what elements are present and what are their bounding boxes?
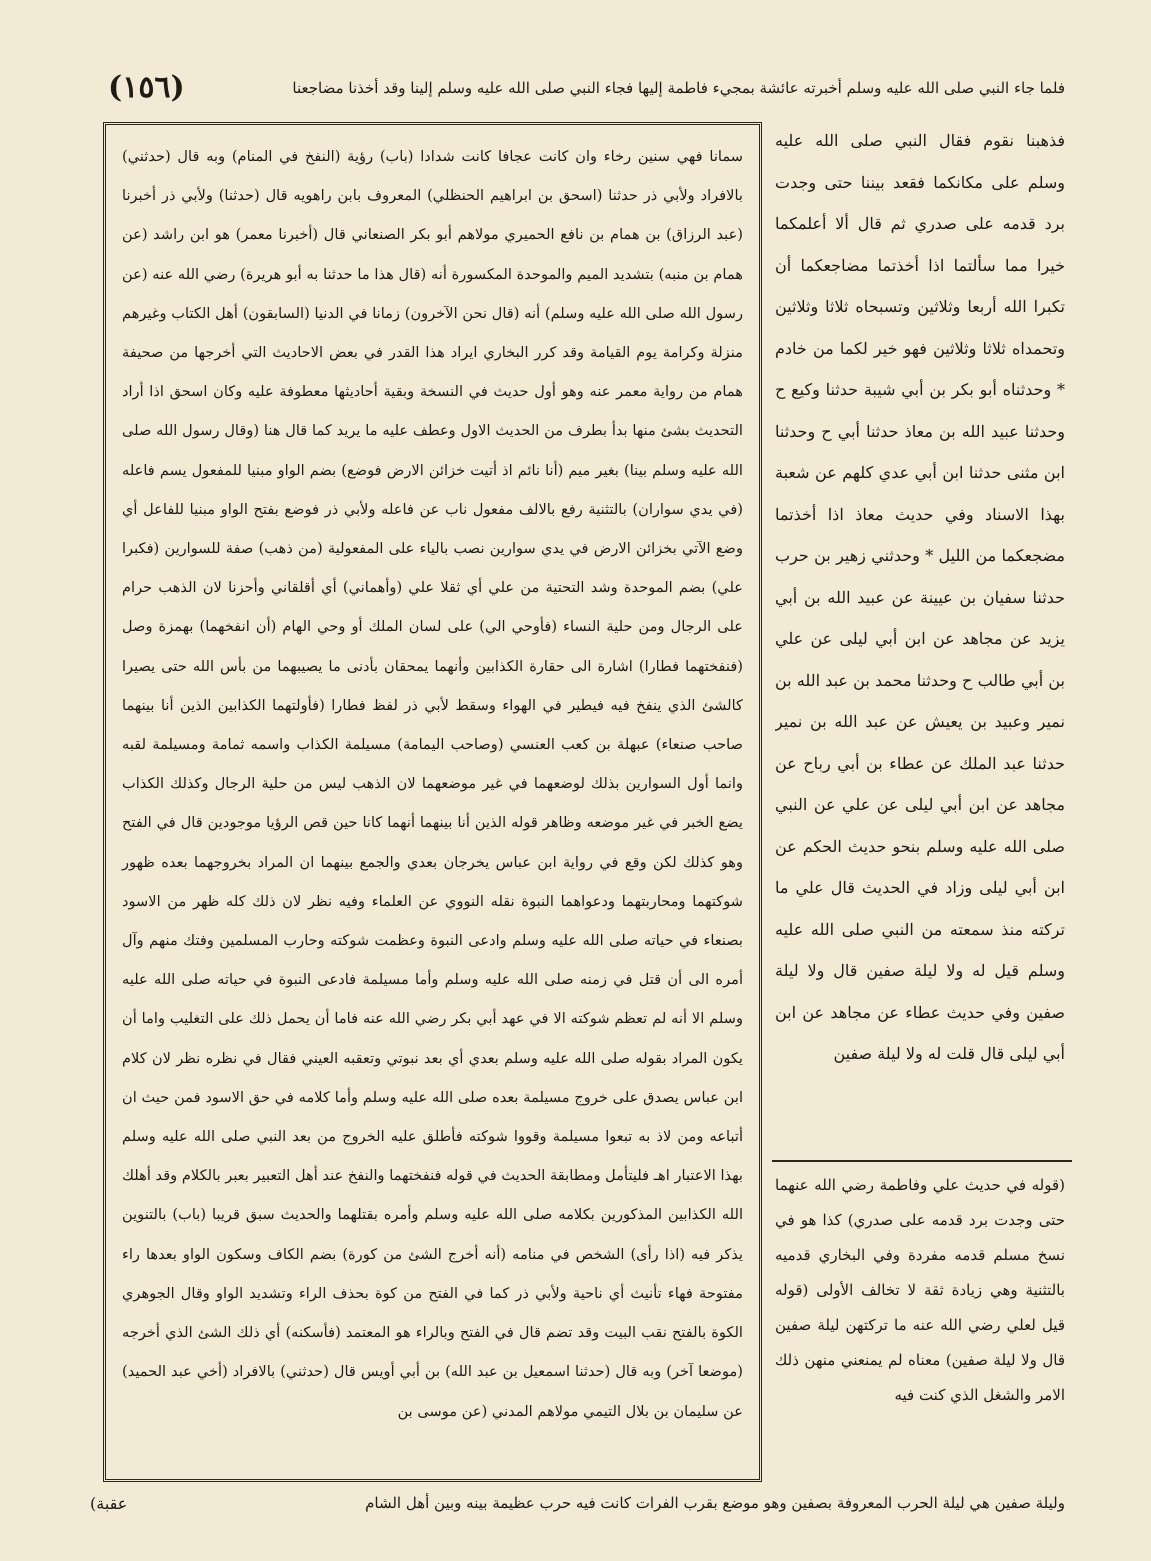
header-running-text: فلما جاء النبي صلى الله عليه وسلم أخبرته عائشة بمجيء فاطمة إليها فجاء النبي صلى الله عليه وسلم إلينا وقد أخذنا مضاجعنا xyxy=(292,78,1065,97)
footer-text: وليلة صفين هي ليلة الحرب المعروفة بصفين وهو موضع بقرب الفرات كانت فيه حرب عظيمة بينه وبين أهل الشام xyxy=(365,1494,1065,1512)
side-divider-line xyxy=(772,1160,1072,1162)
page-footer xyxy=(90,1485,1065,1521)
side-commentary-body: (قوله في حديث علي وفاطمة رضي الله عنهما حتى وجدت برد قدمه على صدري) كذا هو في نسخ مسلم قدمه مفردة وفي البخاري قدميه بالتثنية وهي زيادة ثقة لا تخالف الأولى (قوله قيل لعلي رضي الله عنه ما تركتهن ليلة صفين قال ولا ليلة صفين) معناه لم يمنعني منهن ذلك الامر والشغل الذي كنت فيه xyxy=(775,1176,1065,1404)
side-commentary xyxy=(775,1168,1065,1488)
page-number: (١٥٦) xyxy=(108,70,185,105)
page-header xyxy=(90,62,1065,114)
main-text-column xyxy=(103,122,762,1482)
main-text-body: سمانا فهي سنين رخاء وان كانت عجافا كانت شدادا (باب) رؤية (النفخ في المنام) وبه قال (حدثني) بالافراد ولأبي ذر حدثنا (اسحق بن ابراهيم الحنظلي) المعروف بابن راهويه قال (حدثنا) ولأبي ذر أخبرنا (عبد الرزاق) بن همام بن نافع الحميري مولاهم أبو بكر الصنعاني قال (أخبرنا معمر) هو ابن راشد (عن همام بن منبه) بتشديد الميم والموحدة المكسورة أنه (قال هذا ما حدثنا به أبو هريرة) رضي الله عنه (عن رسول الله صلى الله عليه وسلم) أنه (قال نحن الآخرون) زمانا في الدنيا (السابقون) أهل الكتاب وغيرهم منزلة وكرامة يوم القيامة وقد كرر البخاري ايراد هذا القدر في بعض الاحاديث التي أخرجها من صحيفة همام من رواية معمر عنه وهو أول حديث في النسخة وبقية أحاديثها معطوفة عليه وكان اسحق اذا أراد التحديث بشئ منها بدأ بطرف من الحديث الاول وعطف عليه ما يريد كما قال هنا (وقال رسول الله صلى الله عليه وسلم بينا) بغير ميم (أنا نائم اذ أتيت خزائن الارض فوضع) بضم الواو مبنيا للمفعول يسم فاعله (في يدي سواران) بالتثنية رفع بالالف مفعول ناب عن فاعله ولأبي ذر فوضع بفتح الواو مبنيا للفاعل أي وضع الآتي بخزائن الارض في يدي سوارين نصب بالياء على المفعولية (من ذهب) صفة للسوارين (فكبرا علي) بضم الموحدة وشد التحتية من علي أي ثقلا علي (وأهماني) أي أقلقاني وأحزنا لان الذهب حرام على الرجال ومن حلية النساء (فأوحي الي) على لسان الملك أو وحي الهام (أن انفخهما) بهمزة وصل (فنفختهما فطارا) اشارة الى حقارة الكذابين وأنهما يمحقان بأدنى ما يصيبهما من بأس الله حتى يصيرا كالشئ الذي ينفخ فيه فيطير في الهواء وسقط لأبي ذر لفظ فطارا (فأولتهما الكذابين الذين أنا بينهما صاحب صنعاء) عبهلة بن كعب العنسي (وصاحب اليمامة) مسيلمة الكذاب واسمه ثمامة ومسيلمة لقبه وانما أول السوارين بذلك لوضعهما في غير موضعهما لان الذهب ليس من حلية الرجال وكذلك الكذاب يضع الخبر في غير موضعه وظاهر قوله الذين أنا بينهما أنهما كانا حين قص الرؤيا موجودين قال في الفتح وهو كذلك لكن وقع في رواية ابن عباس يخرجان بعدي والجمع بينهما ان المراد بخروجهما بعده ظهور شوكتهما ومحاربتهما ودعواهما النبوة نقله النووي عن العلماء وفيه نظر لان ذلك كله ظهر من الاسود بصنعاء في حياته صلى الله عليه وسلم وادعى النبوة وعظمت شوكته وحارب المسلمين وفتك منهم وآل أمره الى أن قتل في زمنه صلى الله عليه وسلم وأما مسيلمة فادعى النبوة في حياته صلى الله عليه وسلم الا أنه لم تعظم شوكته الا في عهد أبي بكر رضي الله عنه فاما أن يحمل ذلك على التغليب واما أن يكون المراد بقوله صلى الله عليه وسلم بعدي أي بعد نبوتي وتعقبه العيني فقال في نظره نظر لان كلام ابن عباس يصدق على خروج مسيلمة بعده صلى الله عليه وسلم وأما كلامه في حق الاسود فمن حيث ان أتباعه ومن لاذ به تبعوا مسيلمة وقووا شوكته فأطلق عليه الخروج من بعد النبي صلى الله عليه وسلم بهذا الاعتبار اهـ فليتأمل ومطابقة الحديث في قوله فنفختهما والنفخ عند أهل التعبير بعبر بالكلام وقد أهلك الله الكذابين المذكورين بكلامه صلى الله عليه وسلم وأمره بقتلهما والحديث سبق قريبا (باب) بالتنوين يذكر فيه (اذا رأى) الشخص في منامه (أنه أخرج الشئ من كورة) بضم الكاف وسكون الواو بعدها راء مفتوحة فهاء تأنيث أي ناحية ولأبي ذر كما في الفتح من كوة بحذف الراء وتشديد الواو وقال الجوهري الكوة بالفتح نقب البيت وقد تضم قال في الفتح وبالراء هو المعتمد (فأسكنه) أي ذلك الشئ الذي أخرجه (موضعا آخر) وبه قال (حدثنا اسمعيل بن عبد الله) بن أبي أويس قال (حدثني) بالافراد (أخي عبد الحميد) عن سليمان بن بلال التيمي مولاهم المدني (عن موسى بن xyxy=(122,148,743,1420)
side-text-body: فذهبنا نقوم فقال النبي صلى الله عليه وسلم على مكانكما فقعد بيننا حتى وجدت برد قدمه على صدري ثم قال ألا أعلمكما خيرا مما سألتما اذا أخذتما مضاجعكما أن تكبرا الله أربعا وثلاثين وتسبحاه ثلاثا وثلاثين وتحمداه ثلاثا وثلاثين فهو خير لكما من خادم * وحدثناه أبو بكر بن أبي شيبة حدثنا وكيع ح وحدثنا عبيد الله بن معاذ حدثنا أبي ح وحدثنا ابن مثنى حدثنا ابن أبي عدي كلهم عن شعبة بهذا الاسناد وفي حديث معاذ اذا أخذتما مضجعكما من الليل * وحدثني زهير بن حرب حدثنا سفيان بن عيينة عن عبيد الله بن أبي يزيد عن مجاهد عن ابن أبي ليلى عن علي بن أبي طالب ح وحدثنا محمد بن عبد الله بن نمير وعبيد بن يعيش عن عبد الله بن نمير حدثنا عبد الملك عن عطاء بن أبي رباح عن مجاهد عن ابن أبي ليلى عن علي عن النبي صلى الله عليه وسلم بنحو حديث الحكم عن ابن أبي ليلى وزاد في الحديث قال علي ما تركته منذ سمعته من النبي صلى الله عليه وسلم قيل له ولا ليلة صفين قال ولا ليلة صفين وفي حديث عطاء عن مجاهد عن ابن أبي ليلى قال قلت له ولا ليلة صفين xyxy=(775,131,1065,1063)
footer-catchword: عقبة) xyxy=(90,1493,128,1513)
side-text-column xyxy=(775,120,1065,1150)
